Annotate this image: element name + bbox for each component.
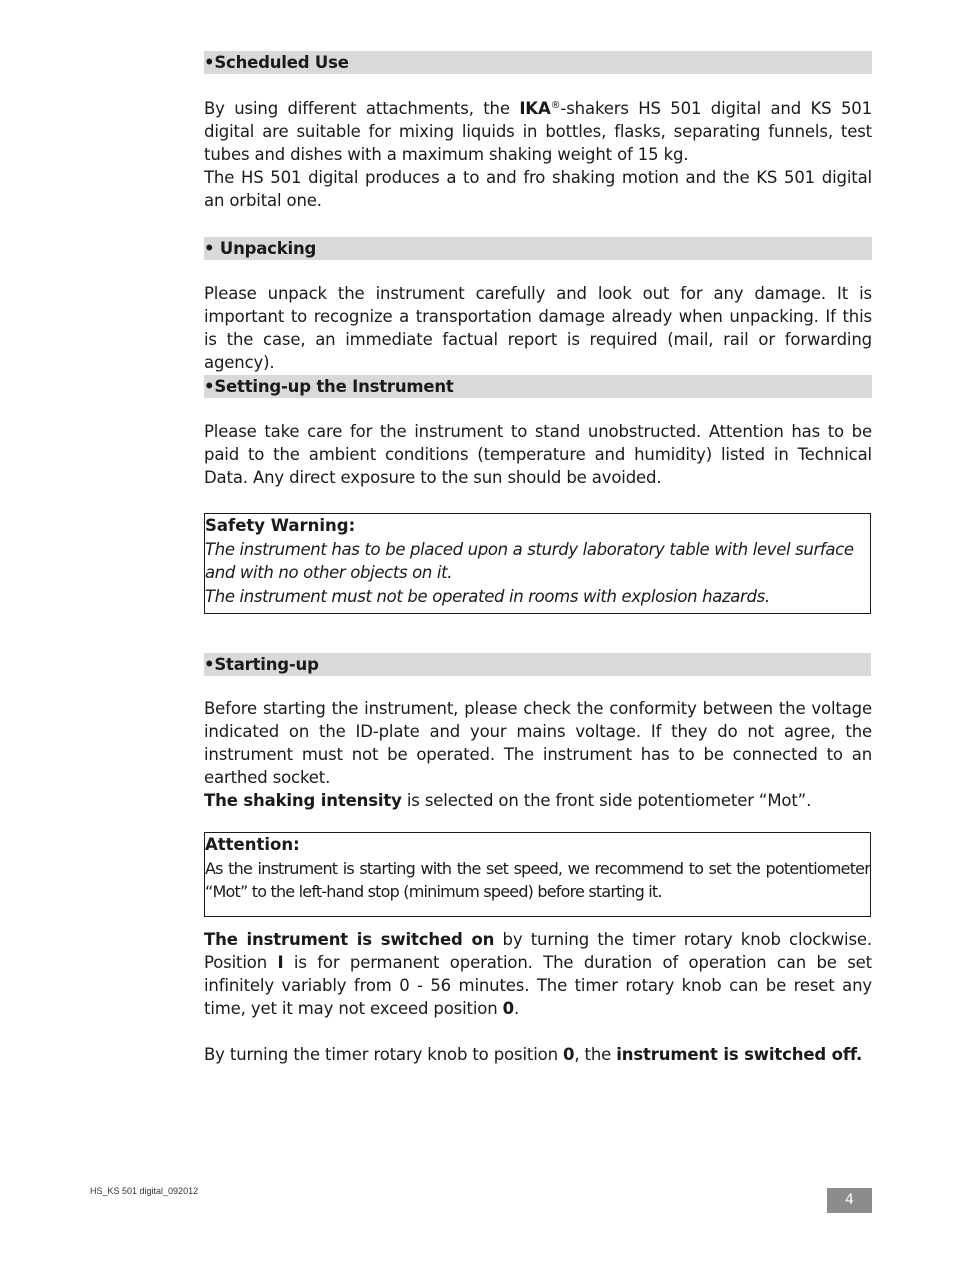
section-heading-starting-up: •Starting-up [204, 653, 871, 676]
safety-warning-title: Safety Warning: [205, 516, 356, 535]
text-run: -shakers HS 501 digital and KS 501 digital are suitable for mixing liquids in bottles, flasks, separating funnels, test tubes and dishes with a maximum shaking weight of 15 kg. [204, 99, 872, 164]
scheduled-use-paragraph-2: The HS 501 digital produces a to and fro shaking motion and the KS 501 digital an orbital one. [204, 168, 872, 210]
switching-paragraph-2 [204, 1043, 872, 1066]
bold-phrase: I [277, 953, 284, 972]
scheduled-use-paragraph-1 [204, 97, 872, 166]
shaking-intensity-text [204, 789, 872, 812]
setting-up-text [204, 420, 872, 489]
text-run: by turning the timer rotary knob clockwise. Position [204, 930, 873, 972]
switching-off-text [204, 1043, 872, 1066]
bold-phrase: The instrument is switched on [204, 930, 495, 949]
text-run: By using different attachments, the [204, 99, 520, 118]
text-run: . [513, 999, 520, 1018]
document-code: HS_KS 501 digital_092012 [90, 1186, 199, 1196]
switching-on-text [204, 928, 872, 1020]
switching-paragraph-1 [204, 928, 872, 1020]
page-number: 4 [827, 1188, 872, 1213]
bold-phrase: instrument is switched off. [616, 1045, 863, 1064]
unpacking-text [204, 282, 872, 374]
text-run: is for permanent operation. The duration of operation can be set infinitely variably from 0 - 56 minutes. The timer rotary knob can be reset any time, yet it may not exceed position [204, 953, 872, 1018]
registered-mark: ® [550, 100, 561, 111]
safety-warning-box [204, 513, 871, 614]
section-heading-setting-up: •Setting-up the Instrument [204, 375, 872, 398]
scheduled-use-text [204, 97, 872, 212]
bold-phrase: 0 [502, 999, 514, 1018]
section-heading-unpacking: • Unpacking [204, 237, 872, 260]
section-heading-scheduled-use: •Scheduled Use [204, 51, 872, 74]
text-run: By turning the timer rotary knob to position [204, 1045, 563, 1064]
attention-text: As the instrument is starting with the set speed, we recommend to set the potentiometer “Mot” to the left-hand stop (minimum speed) before starting it. [205, 858, 870, 901]
starting-up-paragraph-1: Before starting the instrument, please check the conformity between the voltage indicated on the ID-plate and your mains voltage. If they do not agree, the instrument must not be operated. The instrument has to be connected to an earthed socket. [204, 699, 872, 787]
attention-title: Attention: [205, 835, 300, 854]
setting-up-paragraph: Please take care for the instrument to stand unobstructed. Attention has to be paid to the ambient conditions (temperature and humidity) listed in Technical Data. Any direct exposure to the sun should be avoided. [204, 422, 872, 487]
bold-phrase: The shaking intensity [204, 791, 402, 810]
starting-up-text [204, 697, 872, 789]
unpacking-paragraph: Please unpack the instrument carefully and look out for any damage. It is important to recognize a transportation damage already when unpacking. If this is the case, an immediate factual report is required (mail, rail or forwarding agency). [204, 284, 872, 372]
safety-warning-line-2: The instrument must not be operated in rooms with explosion hazards. [205, 586, 770, 606]
text-run: is selected on the front side potentiometer “Mot”. [401, 791, 812, 810]
attention-box [204, 832, 871, 917]
brand-name: IKA [519, 99, 551, 118]
bold-phrase: 0 [562, 1045, 575, 1064]
text-run: , the [574, 1045, 617, 1064]
safety-warning-line-1: The instrument has to be placed upon a sturdy laboratory table with level surface and with no other objects on it. [205, 539, 854, 582]
starting-up-paragraph-2 [204, 789, 872, 812]
